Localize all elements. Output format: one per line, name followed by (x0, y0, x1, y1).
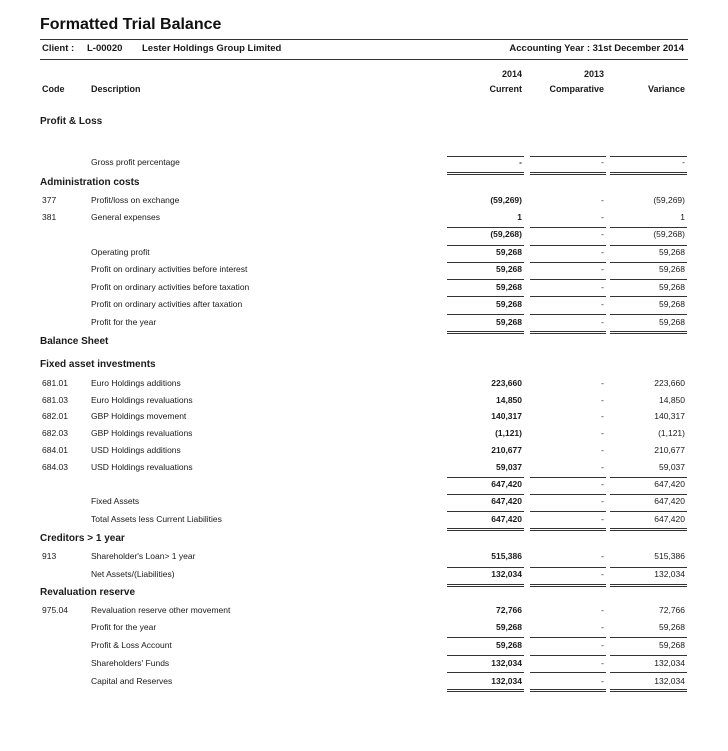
total-rule (447, 655, 524, 656)
total-rule (530, 245, 606, 246)
total-rule (610, 584, 687, 585)
total-rule (530, 586, 606, 587)
total-rule (610, 672, 687, 673)
row-current: 647,420 (491, 479, 522, 489)
row-comparative: - (601, 299, 604, 309)
total-rule (447, 530, 524, 531)
col-variance: Variance (647, 84, 685, 94)
row-comparative: - (601, 676, 604, 686)
table-row (0, 426, 728, 443)
table-row (0, 155, 728, 172)
client-code: L-00020 (87, 43, 123, 54)
row-variance: (1,121) (658, 428, 685, 438)
total-rule (447, 156, 524, 157)
client-rule (40, 59, 688, 60)
row-description: General expenses (91, 212, 160, 222)
total-rule (447, 691, 524, 692)
client-label: Client : (42, 43, 75, 54)
col-comparative: Comparative (549, 84, 604, 94)
total-rule (610, 296, 687, 297)
total-rule (447, 511, 524, 512)
row-current: 59,268 (496, 317, 522, 327)
total-rule (530, 314, 606, 315)
row-variance: 59,268 (659, 264, 685, 274)
row-current: 59,268 (496, 299, 522, 309)
col-current: Current (489, 84, 522, 94)
total-rule (447, 586, 524, 587)
section-fixed-asset-investments: Fixed asset investments (40, 359, 156, 370)
row-comparative: - (601, 462, 604, 472)
row-variance: 515,386 (654, 551, 685, 561)
total-rule (530, 172, 606, 173)
total-rule (530, 637, 606, 638)
total-rule (610, 156, 687, 157)
total-rule (610, 172, 687, 173)
row-description: Net Assets/(Liabilities) (91, 569, 175, 579)
table-row (0, 376, 728, 393)
row-comparative: - (601, 496, 604, 506)
total-rule (610, 279, 687, 280)
row-variance: 210,677 (654, 445, 685, 455)
col-description: Description (91, 84, 141, 94)
total-rule (610, 314, 687, 315)
total-rule (610, 655, 687, 656)
row-code: 684.01 (42, 445, 68, 455)
total-rule (530, 279, 606, 280)
row-comparative: - (601, 640, 604, 650)
row-comparative: - (601, 479, 604, 489)
row-code: 681.01 (42, 378, 68, 388)
row-comparative: - (601, 212, 604, 222)
row-variance: 223,660 (654, 378, 685, 388)
table-row (0, 460, 728, 477)
section-administration-costs: Administration costs (40, 177, 140, 188)
total-rule (530, 530, 606, 531)
row-code: 377 (42, 195, 57, 205)
table-row (0, 193, 728, 210)
row-current: 140,317 (491, 411, 522, 421)
total-rule (530, 477, 606, 478)
total-rule (610, 567, 687, 568)
row-variance: 59,268 (659, 282, 685, 292)
row-comparative: - (601, 428, 604, 438)
total-rule (447, 262, 524, 263)
total-rule (447, 672, 524, 673)
row-description: Profit on ordinary activities before interest (91, 264, 248, 274)
row-current: 132,034 (491, 676, 522, 686)
table-row (0, 656, 728, 673)
row-description: Euro Holdings additions (91, 378, 181, 388)
section-balance-sheet: Balance Sheet (40, 336, 109, 347)
row-current: 59,268 (496, 264, 522, 274)
total-rule (447, 227, 524, 228)
row-current: (59,268) (490, 229, 522, 239)
total-rule (610, 637, 687, 638)
total-rule (447, 174, 524, 175)
row-current: 1 (517, 212, 522, 222)
row-comparative: - (601, 569, 604, 579)
row-description: Euro Holdings revaluations (91, 395, 193, 405)
row-variance: 1 (680, 212, 685, 222)
row-code: 682.01 (42, 411, 68, 421)
row-current: 14,850 (496, 395, 522, 405)
total-rule (530, 672, 606, 673)
accounting-year: Accounting Year : 31st December 2014 (509, 43, 684, 54)
row-current: 59,268 (496, 247, 522, 257)
total-rule (530, 511, 606, 512)
total-rule (610, 511, 687, 512)
row-description: GBP Holdings revaluations (91, 428, 193, 438)
section-creditors: Creditors > 1 year (40, 533, 125, 544)
row-comparative: - (601, 264, 604, 274)
total-rule (610, 245, 687, 246)
row-variance: 59,037 (659, 462, 685, 472)
row-current: 59,037 (496, 462, 522, 472)
row-variance: 59,268 (659, 317, 685, 327)
total-rule (530, 584, 606, 585)
row-code: 681.03 (42, 395, 68, 405)
col-current-year: 2014 (501, 69, 522, 79)
row-description: Profit on ordinary activities before taxation (91, 282, 250, 292)
total-rule (530, 691, 606, 692)
row-description: Shareholders' Funds (91, 658, 170, 668)
row-description: Shareholder's Loan> 1 year (91, 551, 196, 561)
row-comparative: - (601, 514, 604, 524)
total-rule (447, 494, 524, 495)
total-rule (447, 279, 524, 280)
row-comparative: - (601, 411, 604, 421)
table-row (0, 512, 728, 529)
total-rule (610, 333, 687, 334)
row-comparative: - (601, 157, 604, 167)
row-variance: 59,268 (659, 622, 685, 632)
row-current: 132,034 (491, 658, 522, 668)
row-description: GBP Holdings movement (91, 411, 187, 421)
row-current: 59,268 (496, 622, 522, 632)
table-row (0, 227, 728, 244)
row-variance: 140,317 (654, 411, 685, 421)
total-rule (447, 584, 524, 585)
row-comparative: - (601, 551, 604, 561)
row-current: 210,677 (491, 445, 522, 455)
row-description: USD Holdings additions (91, 445, 181, 455)
table-row (0, 393, 728, 410)
total-rule (530, 296, 606, 297)
table-row (0, 280, 728, 297)
total-rule (447, 567, 524, 568)
section-revaluation-reserve: Revaluation reserve (40, 587, 136, 598)
row-variance: 132,034 (654, 569, 685, 579)
row-description: Profit & Loss Account (91, 640, 172, 650)
row-current: 515,386 (491, 551, 522, 561)
row-description: Fixed Assets (91, 496, 140, 506)
total-rule (530, 174, 606, 175)
row-description: Total Assets less Current Liabilities (91, 514, 222, 524)
total-rule (447, 333, 524, 334)
row-current: 647,420 (491, 514, 522, 524)
row-variance: 14,850 (659, 395, 685, 405)
table-row (0, 603, 728, 620)
table-row (0, 262, 728, 279)
row-comparative: - (601, 378, 604, 388)
table-row (0, 315, 728, 332)
row-code: 684.03 (42, 462, 68, 472)
row-current: (1,121) (495, 428, 522, 438)
total-rule (530, 331, 606, 332)
row-comparative: - (601, 317, 604, 327)
row-variance: 647,420 (654, 514, 685, 524)
row-comparative: - (601, 605, 604, 615)
total-rule (610, 530, 687, 531)
table-row (0, 409, 728, 426)
row-current: - (519, 157, 522, 167)
total-rule (610, 477, 687, 478)
total-rule (530, 333, 606, 334)
total-rule (530, 655, 606, 656)
row-variance: 59,268 (659, 640, 685, 650)
table-row (0, 549, 728, 566)
row-comparative: - (601, 445, 604, 455)
total-rule (610, 528, 687, 529)
row-description: Capital and Reserves (91, 676, 173, 686)
total-rule (447, 296, 524, 297)
row-current: (59,269) (490, 195, 522, 205)
total-rule (447, 172, 524, 173)
col-comparative-year: 2013 (583, 69, 604, 79)
row-description: Profit on ordinary activities after taxation (91, 299, 243, 309)
row-variance: (59,268) (653, 229, 685, 239)
row-comparative: - (601, 195, 604, 205)
total-rule (447, 331, 524, 332)
row-variance: 59,268 (659, 299, 685, 309)
row-description: Gross profit percentage (91, 157, 180, 167)
title-rule (40, 39, 688, 40)
row-comparative: - (601, 229, 604, 239)
row-variance: 132,034 (654, 658, 685, 668)
total-rule (447, 689, 524, 690)
col-code: Code (42, 84, 65, 94)
row-comparative: - (601, 395, 604, 405)
total-rule (610, 227, 687, 228)
row-description: Revaluation reserve other movement (91, 605, 231, 615)
total-rule (447, 528, 524, 529)
row-description: Profit for the year (91, 317, 157, 327)
total-rule (610, 494, 687, 495)
total-rule (447, 314, 524, 315)
row-variance: 72,766 (659, 605, 685, 615)
row-current: 59,268 (496, 640, 522, 650)
row-variance: (59,269) (653, 195, 685, 205)
table-row (0, 297, 728, 314)
row-variance: 59,268 (659, 247, 685, 257)
table-row (0, 245, 728, 262)
table-row (0, 477, 728, 494)
table-row (0, 638, 728, 655)
client-name: Lester Holdings Group Limited (142, 43, 282, 54)
table-row (0, 620, 728, 637)
total-rule (530, 528, 606, 529)
row-variance: 647,420 (654, 496, 685, 506)
total-rule (447, 637, 524, 638)
row-comparative: - (601, 247, 604, 257)
row-code: 381 (42, 212, 57, 222)
row-description: Profit/loss on exchange (91, 195, 180, 205)
row-comparative: - (601, 658, 604, 668)
total-rule (610, 691, 687, 692)
total-rule (530, 567, 606, 568)
row-code: 913 (42, 551, 57, 561)
row-description: Profit for the year (91, 622, 157, 632)
row-variance: 132,034 (654, 676, 685, 686)
total-rule (530, 689, 606, 690)
row-variance: 647,420 (654, 479, 685, 489)
table-row (0, 210, 728, 227)
total-rule (530, 494, 606, 495)
row-comparative: - (601, 282, 604, 292)
table-row (0, 443, 728, 460)
total-rule (447, 477, 524, 478)
total-rule (530, 156, 606, 157)
total-rule (610, 331, 687, 332)
row-current: 223,660 (491, 378, 522, 388)
row-current: 72,766 (496, 605, 522, 615)
table-row (0, 567, 728, 584)
table-row (0, 494, 728, 511)
section-profit-loss: Profit & Loss (40, 116, 103, 127)
total-rule (610, 586, 687, 587)
row-current: 132,034 (491, 569, 522, 579)
row-current: 647,420 (491, 496, 522, 506)
total-rule (610, 262, 687, 263)
total-rule (610, 174, 687, 175)
total-rule (447, 245, 524, 246)
row-comparative: - (601, 622, 604, 632)
row-code: 682.03 (42, 428, 68, 438)
total-rule (610, 689, 687, 690)
total-rule (530, 262, 606, 263)
total-rule (530, 227, 606, 228)
report-title: Formatted Trial Balance (40, 16, 222, 33)
row-description: USD Holdings revaluations (91, 462, 193, 472)
row-code: 975.04 (42, 605, 68, 615)
row-description: Operating profit (91, 247, 150, 257)
row-variance: - (682, 157, 685, 167)
row-current: 59,268 (496, 282, 522, 292)
